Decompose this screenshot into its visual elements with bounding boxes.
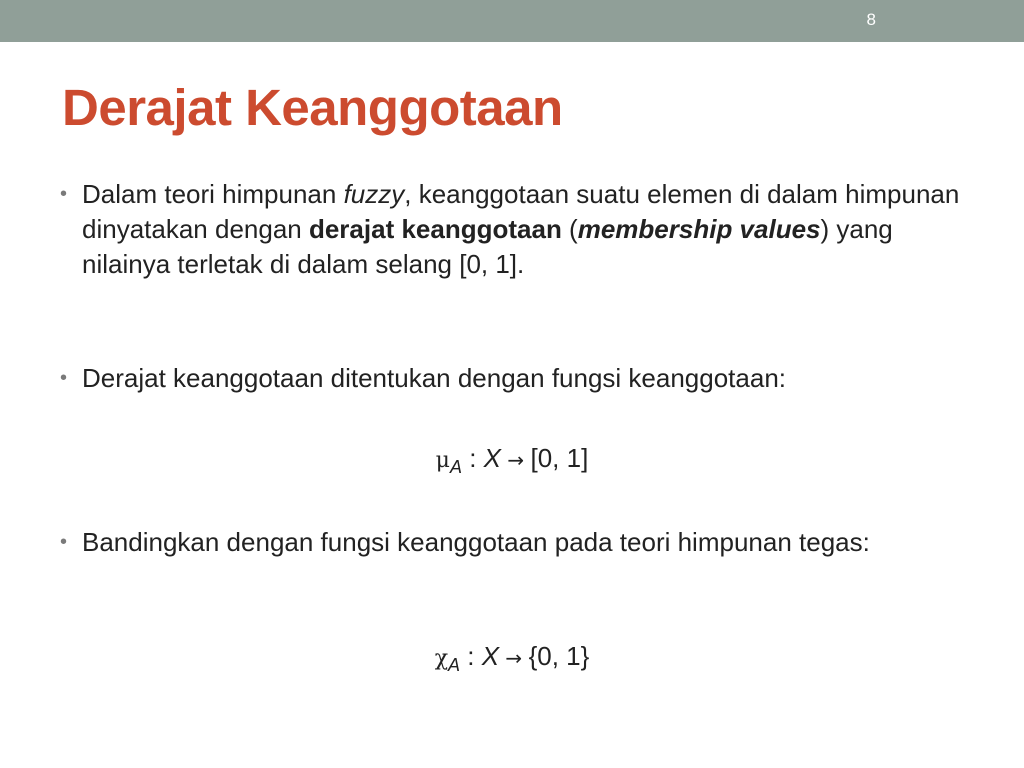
membership-function-formula [0,443,1024,478]
characteristic-function-formula [0,641,1024,676]
bold-term: derajat keanggotaan [308,214,562,244]
formula-colon: : [462,443,484,473]
bullet-text: ) yang nilainya terletak di dalam selang [0, 1]. [82,214,893,279]
formula-range: [0, 1] [530,443,589,473]
fuzzy-term: fuzzy [343,179,405,209]
bullet-text: , keanggotaan suatu elemen di dalam himpunan dinyatakan dengan [82,179,960,244]
formula-domain: X [483,443,502,473]
chi-symbol: χ [434,646,449,671]
formula-subscript: A [449,457,462,477]
top-bar [0,0,1024,42]
right-arrow-icon: → [501,448,531,472]
bullet-item-2 [60,361,962,396]
right-arrow-icon: → [499,646,529,670]
bullet-text: Derajat keanggotaan ditentukan dengan fungsi keanggotaan: [82,363,787,393]
formula-domain: X [481,641,500,671]
formula-colon: : [460,641,482,671]
slide-number: 8 [866,10,876,29]
membership-values-term: membership values [577,214,821,244]
bullet-marker: • [60,183,68,205]
bullet-marker: • [60,367,68,389]
bullet-text: Dalam teori himpunan [82,179,344,209]
bullet-text: Bandingkan dengan fungsi keanggotaan pada teori himpunan tegas: [82,527,870,557]
slide-title: Derajat Keanggotaan [62,79,563,136]
mu-symbol: μ [435,448,450,473]
formula-range: {0, 1} [528,641,590,671]
formula-subscript: A [448,655,461,675]
bullet-item-3 [60,525,962,560]
bullet-marker: • [60,531,68,553]
bullet-text: ( [561,214,578,244]
bullet-item-1 [60,177,962,282]
